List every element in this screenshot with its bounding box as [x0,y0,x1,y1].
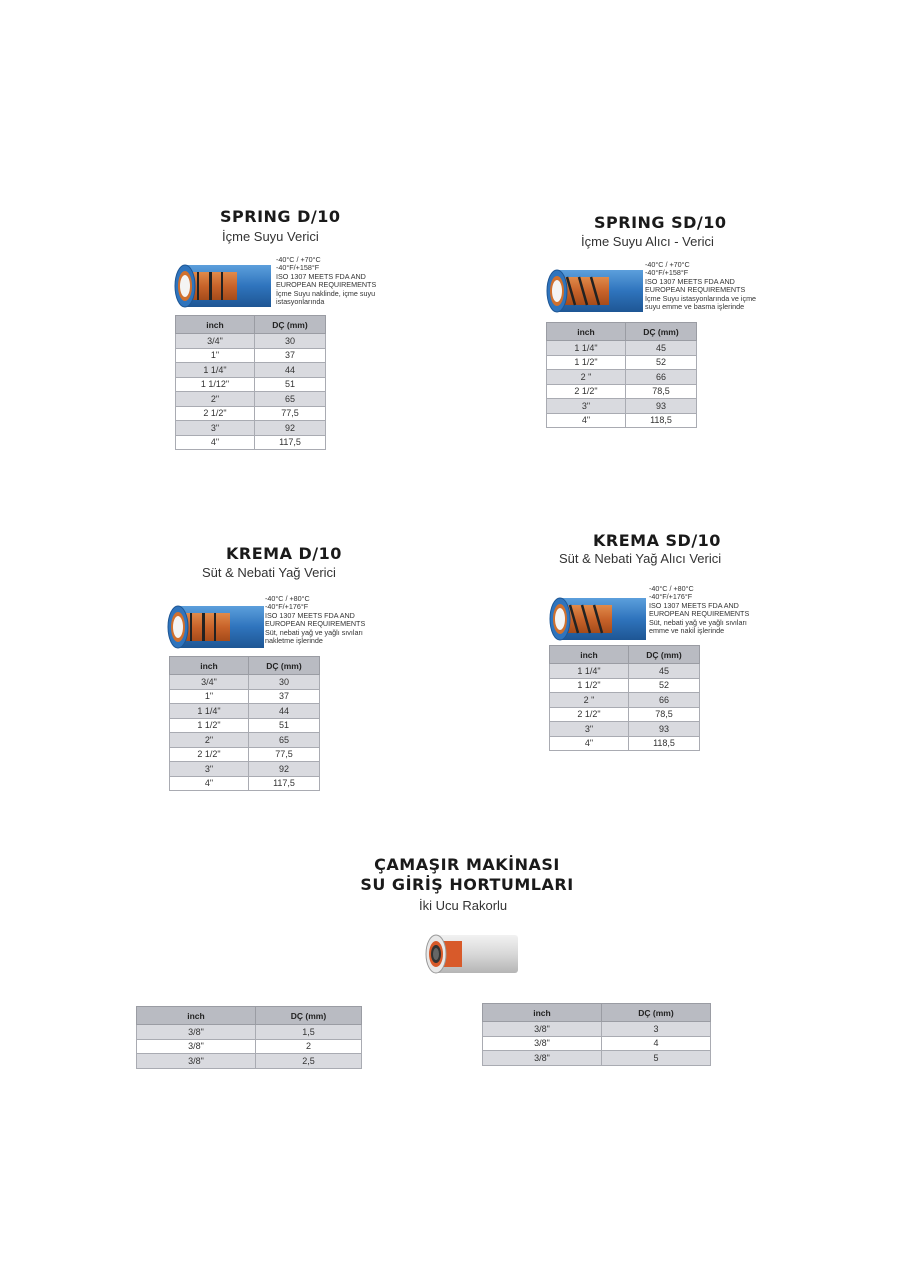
spring-d10-hose-image [173,262,271,312]
inch-header: inch [176,316,255,334]
dc-header: DÇ (mm) [249,657,320,675]
table-row [483,1036,711,1051]
dc-cell: 44 [249,704,320,719]
inch-cell: 1 1/4" [170,704,249,719]
inch-cell: 2 1/2" [176,406,255,421]
krema-sd10-hose-image [548,595,646,645]
spec-line: -40°C / +80°C [265,594,310,603]
inch-header: inch [137,1007,256,1025]
inch-cell: 1 1/4" [550,664,629,679]
inch-cell: 1 1/12" [176,377,255,392]
dc-cell: 77,5 [249,747,320,762]
dc-cell: 5 [602,1051,711,1066]
inch-cell: 2" [170,733,249,748]
camasir-left-table [136,1006,362,1069]
spec-line: EUROPEAN REQUIREMENTS [276,280,377,290]
camasir-title-line2: SU GİRİŞ HORTUMLARI [360,875,574,894]
table-row [176,421,326,436]
inch-header: inch [483,1004,602,1022]
dc-cell: 37 [249,689,320,704]
dc-header: DÇ (mm) [255,316,326,334]
inch-cell: 4" [547,413,626,428]
table-header-row [137,1007,362,1025]
spec-line: İçme Suyu istasyonlarında ve içme [645,293,757,303]
inch-cell: 3/8" [137,1054,256,1069]
inch-cell: 3" [547,399,626,414]
spec-line: istasyonlarında [276,297,325,307]
spring-d10-subtitle: İçme Suyu Verici [222,229,319,244]
dc-cell: 65 [249,733,320,748]
table-row [547,355,697,370]
dc-cell: 51 [249,718,320,733]
table-row [170,747,320,762]
camasir-title-line1: ÇAMAŞIR MAKİNASI [374,855,560,874]
dc-header: DÇ (mm) [256,1007,362,1025]
table-row [170,733,320,748]
spec-line: EUROPEAN REQUIREMENTS [649,609,750,619]
inch-cell: 3/8" [483,1022,602,1037]
table-row [176,348,326,363]
spec-line: EUROPEAN REQUIREMENTS [265,619,366,629]
table-row [176,392,326,407]
table-header-row [547,323,697,341]
inch-cell: 1" [170,689,249,704]
inch-cell: 2 1/2" [170,747,249,762]
inch-cell: 2 1/2" [550,707,629,722]
dc-cell: 117,5 [249,776,320,791]
inch-cell: 4" [170,776,249,791]
inch-header: inch [170,657,249,675]
spec-line: ISO 1307 MEETS FDA AND [265,610,355,620]
table-row [547,370,697,385]
camasir-hose-image [424,932,518,976]
table-row [170,762,320,777]
dc-cell: 93 [629,722,700,737]
spec-line: nakletme işlerinde [265,636,323,646]
spec-line: -40°F/+176°F [265,602,309,612]
spec-line: Süt, nebati yağ ve yağlı sıvıları [649,617,747,627]
dc-cell: 118,5 [629,736,700,751]
spring-sd10-specs [645,261,756,311]
inch-cell: 3" [170,762,249,777]
spring-d10-title: SPRING D/10 [220,207,341,226]
krema-d10-specs [265,595,365,645]
table-row [170,718,320,733]
inch-cell: 2 " [547,370,626,385]
inch-cell: 1 1/4" [176,363,255,378]
dc-header: DÇ (mm) [626,323,697,341]
dc-cell: 44 [255,363,326,378]
spring-d10-specs [276,256,376,306]
dc-cell: 66 [626,370,697,385]
camasir-title [352,855,582,895]
inch-cell: 3/8" [137,1025,256,1040]
table-row [176,334,326,349]
dc-cell: 45 [629,664,700,679]
dc-cell: 118,5 [626,413,697,428]
inch-cell: 3" [550,722,629,737]
dc-cell: 77,5 [255,406,326,421]
table-header-row [483,1004,711,1022]
inch-cell: 1 1/4" [547,341,626,356]
krema-sd10-specs [649,585,749,635]
dc-cell: 65 [255,392,326,407]
table-row [137,1039,362,1054]
dc-cell: 78,5 [629,707,700,722]
spec-line: -40°F/+176°F [649,592,693,602]
dc-cell: 2 [256,1039,362,1054]
camasir-subtitle: İki Ucu Rakorlu [419,898,508,913]
spring-sd10-title: SPRING SD/10 [594,213,727,232]
table-row [170,689,320,704]
dc-cell: 92 [249,762,320,777]
dc-cell: 52 [629,678,700,693]
spring-sd10-subtitle: İçme Suyu Alıcı - Verici [581,234,714,249]
spring-sd10-table [546,322,697,428]
inch-cell: 3/8" [137,1039,256,1054]
dc-cell: 4 [602,1036,711,1051]
table-row [547,413,697,428]
dc-cell: 2,5 [256,1054,362,1069]
inch-cell: 4" [550,736,629,751]
dc-cell: 45 [626,341,697,356]
table-row [550,722,700,737]
table-row [547,399,697,414]
inch-cell: 3/8" [483,1036,602,1051]
table-row [547,341,697,356]
table-row [176,435,326,450]
dc-cell: 51 [255,377,326,392]
table-header-row [550,646,700,664]
table-row [550,693,700,708]
inch-cell: 2 " [550,693,629,708]
table-header-row [176,316,326,334]
dc-cell: 93 [626,399,697,414]
table-row [483,1022,711,1037]
inch-header: inch [547,323,626,341]
dc-cell: 52 [626,355,697,370]
table-row [483,1051,711,1066]
krema-sd10-subtitle: Süt & Nebati Yağ Alıcı Verici [559,551,722,566]
dc-header: DÇ (mm) [602,1004,711,1022]
spec-line: -40°F/+158°F [276,263,320,273]
dc-cell: 78,5 [626,384,697,399]
spec-line: emme ve nakil işlerinde [649,626,725,636]
krema-d10-title: KREMA D/10 [226,544,342,563]
krema-d10-hose-image [166,603,264,653]
camasir-right-table [482,1003,711,1066]
inch-cell: 2 1/2" [547,384,626,399]
inch-cell: 4" [176,435,255,450]
dc-cell: 66 [629,693,700,708]
inch-cell: 3/4" [176,334,255,349]
krema-sd10-table [549,645,700,751]
table-row [170,675,320,690]
spring-sd10-hose-image [545,267,643,317]
spec-line: EUROPEAN REQUIREMENTS [645,285,746,295]
dc-cell: 92 [255,421,326,436]
table-row [550,678,700,693]
krema-d10-table [169,656,320,791]
spec-line: -40°C / +70°C [645,260,690,269]
dc-cell: 1,5 [256,1025,362,1040]
dc-cell: 37 [255,348,326,363]
krema-sd10-title: KREMA SD/10 [593,531,721,550]
inch-header: inch [550,646,629,664]
spec-line: -40°F/+158°F [645,268,689,278]
spec-line: ISO 1307 MEETS FDA AND [276,271,366,281]
table-row [550,736,700,751]
inch-cell: 3/4" [170,675,249,690]
table-row [137,1054,362,1069]
inch-cell: 1 1/2" [170,718,249,733]
spec-line: ISO 1307 MEETS FDA AND [645,276,735,286]
dc-header: DÇ (mm) [629,646,700,664]
spec-line: suyu emme ve basma işlerinde [645,302,745,312]
spec-line: -40°C / +80°C [649,584,694,593]
dc-cell: 30 [255,334,326,349]
table-row [170,776,320,791]
spec-line: İçme Suyu naklinde, içme suyu [276,288,376,298]
dc-cell: 3 [602,1022,711,1037]
dc-cell: 30 [249,675,320,690]
spring-d10-table [175,315,326,450]
inch-cell: 3" [176,421,255,436]
table-row [550,664,700,679]
table-row [170,704,320,719]
inch-cell: 1 1/2" [547,355,626,370]
spec-line: Süt, nebati yağ ve yağlı sıvıları [265,627,363,637]
table-row [176,406,326,421]
dc-cell: 117,5 [255,435,326,450]
table-row [176,377,326,392]
table-header-row [170,657,320,675]
table-row [176,363,326,378]
table-row [137,1025,362,1040]
spec-line: -40°C / +70°C [276,255,321,264]
inch-cell: 1" [176,348,255,363]
inch-cell: 2" [176,392,255,407]
table-row [547,384,697,399]
krema-d10-subtitle: Süt & Nebati Yağ Verici [202,565,336,580]
spec-line: ISO 1307 MEETS FDA AND [649,600,739,610]
inch-cell: 3/8" [483,1051,602,1066]
inch-cell: 1 1/2" [550,678,629,693]
table-row [550,707,700,722]
